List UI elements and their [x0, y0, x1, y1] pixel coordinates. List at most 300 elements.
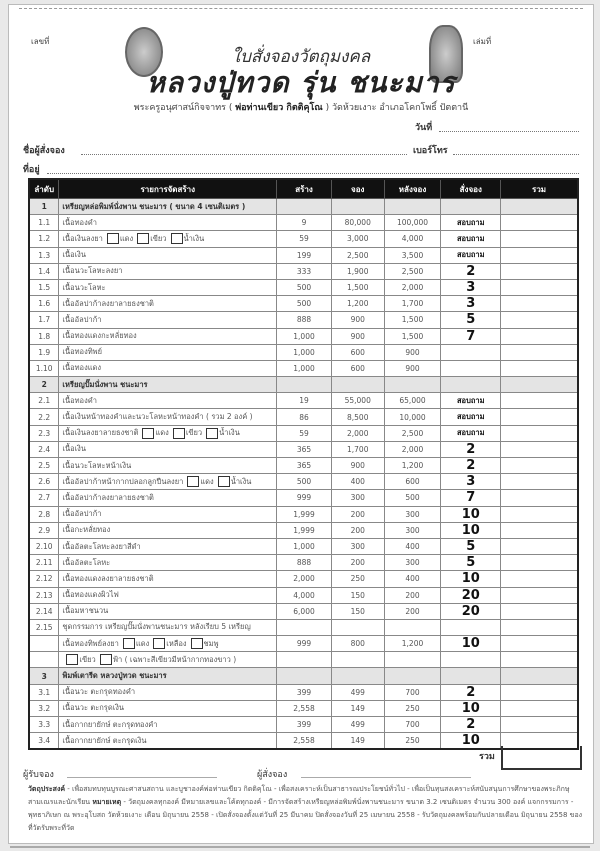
- section-row: [29, 377, 578, 393]
- row-total[interactable]: [501, 684, 578, 700]
- row-total[interactable]: [501, 231, 578, 247]
- table-row: [29, 409, 578, 425]
- made-quantity: 888: [277, 312, 332, 328]
- ordered-quantity[interactable]: [441, 344, 501, 360]
- purpose-label: วัตถุประสงค์: [28, 785, 66, 793]
- pre-order-price: 2,500: [331, 247, 384, 263]
- color-option-label: น้ำเงิน: [219, 428, 240, 438]
- item-name: [59, 668, 277, 684]
- after-booking-price: 10,000: [384, 409, 441, 425]
- ordered-quantity[interactable]: 10: [441, 700, 501, 716]
- ordered-quantity[interactable]: 2: [441, 263, 501, 279]
- item-name: [59, 603, 277, 619]
- column-header: ลำดับ: [29, 179, 59, 199]
- pre-order-price: 600: [331, 344, 384, 360]
- color-option-label: แดง: [119, 233, 134, 243]
- row-number: 2.12: [29, 571, 59, 587]
- color-option-label: น้ำเงิน: [183, 233, 205, 243]
- row-total[interactable]: [501, 619, 578, 635]
- table-row: [29, 263, 578, 279]
- row-total[interactable]: [501, 522, 578, 538]
- color-option-label: แดง: [135, 638, 150, 648]
- row-number: 2.15: [29, 619, 59, 635]
- ordered-quantity[interactable]: [441, 619, 501, 635]
- row-number: 1.1: [29, 215, 59, 231]
- pre-order-price: 1,900: [331, 263, 384, 279]
- made-quantity: 2,558: [277, 700, 332, 716]
- made-quantity: 2,000: [277, 571, 332, 587]
- item-name: [59, 409, 277, 425]
- column-header: หลังจอง: [384, 179, 441, 199]
- item-name-text: เนื้อนวะโลหะ: [62, 282, 106, 292]
- after-booking-price: 700: [384, 684, 441, 700]
- row-number: 1.7: [29, 312, 59, 328]
- item-name: [59, 377, 277, 393]
- table-row: [29, 733, 578, 750]
- made-quantity: 59: [277, 231, 332, 247]
- pre-order-price: 1,200: [331, 296, 384, 312]
- row-total[interactable]: [501, 603, 578, 619]
- after-booking-price: 2,000: [384, 279, 441, 295]
- total-field[interactable]: [501, 746, 582, 770]
- row-total[interactable]: [501, 377, 578, 393]
- ordered-quantity[interactable]: 10: [441, 506, 501, 522]
- after-booking-price: 250: [384, 700, 441, 716]
- ordered-quantity[interactable]: [441, 377, 501, 393]
- item-name-text: เนื้อนวะโลหะหน้าเงิน: [62, 460, 132, 470]
- item-name: [59, 247, 277, 263]
- row-number: 1.5: [29, 279, 59, 295]
- item-name-text: เนื้ออัลปาก้า: [62, 314, 102, 324]
- made-quantity: 500: [277, 296, 332, 312]
- row-total[interactable]: [501, 587, 578, 603]
- receiver-signature-field[interactable]: [67, 767, 217, 778]
- temple-suffix: ) วัดห้วยเงาะ อำเภอโคกโพธิ์ ปัตตานี: [325, 103, 469, 113]
- item-name: [59, 522, 277, 538]
- pre-order-price: 200: [331, 555, 384, 571]
- ordered-quantity[interactable]: [441, 668, 501, 684]
- row-number: 2.9: [29, 522, 59, 538]
- row-number: 2.4: [29, 441, 59, 457]
- table-row: [29, 231, 578, 247]
- color-option-label: เขียว: [150, 233, 167, 243]
- row-total[interactable]: [501, 360, 578, 376]
- pre-order-price: 55,000: [331, 393, 384, 409]
- pre-order-price: 150: [331, 587, 384, 603]
- ordered-quantity[interactable]: สอบถาม: [441, 393, 501, 409]
- made-quantity: 500: [277, 474, 332, 490]
- row-number: 3.1: [29, 684, 59, 700]
- after-booking-price: 200: [384, 587, 441, 603]
- form-title: ใบสั่งจองวัตถุมงคล: [231, 47, 371, 67]
- item-name: [59, 312, 277, 328]
- row-number: 1.2: [29, 231, 59, 247]
- item-name-text: เนื้อนวะ ตะกรุดทองคำ: [62, 687, 136, 697]
- color-option-label: เขียว: [79, 654, 96, 664]
- row-total[interactable]: [501, 668, 578, 684]
- pre-order-price: 150: [331, 603, 384, 619]
- table-row: [29, 393, 578, 409]
- made-quantity: 1,000: [277, 328, 332, 344]
- ordered-quantity[interactable]: 2: [441, 458, 501, 474]
- color-option-checkbox[interactable]: [100, 654, 112, 665]
- after-booking-price: 600: [384, 474, 441, 490]
- total-label: รวม: [479, 752, 495, 762]
- color-option-checkbox[interactable]: [142, 428, 154, 439]
- row-total[interactable]: [501, 506, 578, 522]
- row-total[interactable]: [501, 393, 578, 409]
- made-quantity: 86: [277, 409, 332, 425]
- pre-order-price: 499: [331, 684, 384, 700]
- made-quantity: 1,000: [277, 538, 332, 554]
- purpose-text: - เพื่อสมทบทุนบูรณะศาสนสถาน และบูชาองค์พ่อท่านเขียว กิตติคุโณ - เพื่อสงเคราะห์เป็นสาธารณประโยชน์ทั่วไป - เพื่อเป็นทุนสงเคราะห์สนับสนุนการศึกษาของพระภิกษุสามเณรและนักเรียน: [28, 785, 570, 806]
- table-row: [29, 490, 578, 506]
- row-total[interactable]: [501, 636, 578, 652]
- item-name-text: เนื้อกากยายักษ์ ตะกรุดทองคำ: [62, 719, 158, 729]
- item-name: [59, 700, 277, 716]
- item-name-text: เนื้อทองทิพย์: [62, 347, 103, 357]
- row-number: 1.6: [29, 296, 59, 312]
- item-name-text: เนื้อกากยายักษ์ ตะกรุดเงิน: [62, 735, 147, 745]
- ordered-quantity[interactable]: สอบถาม: [441, 425, 501, 441]
- item-name: [59, 571, 277, 587]
- item-name-text: เนื้อทองแดงลงยาลายธงชาติ: [62, 573, 154, 583]
- table-row: [29, 652, 578, 668]
- item-name: [59, 652, 277, 668]
- table-row: [29, 506, 578, 522]
- ordered-quantity[interactable]: [441, 199, 501, 215]
- made-quantity: 1,999: [277, 522, 332, 538]
- row-total[interactable]: [501, 458, 578, 474]
- item-name-text: เนื้อทองทิพย์ลงยา: [62, 638, 119, 648]
- after-booking-price: 1,200: [384, 458, 441, 474]
- row-number: 2.6: [29, 474, 59, 490]
- color-option-checkbox[interactable]: [123, 638, 135, 649]
- table-row: [29, 425, 578, 441]
- row-number: 2.11: [29, 555, 59, 571]
- row-total[interactable]: [501, 441, 578, 457]
- after-booking-price: 2,000: [384, 441, 441, 457]
- remark-label: หมายเหตุ: [92, 798, 122, 806]
- after-booking-price: [384, 668, 441, 684]
- row-total[interactable]: [501, 199, 578, 215]
- made-quantity: 365: [277, 458, 332, 474]
- pre-order-price: 149: [331, 700, 384, 716]
- row-total[interactable]: [501, 344, 578, 360]
- ordered-quantity[interactable]: 5: [441, 555, 501, 571]
- item-name: [59, 717, 277, 733]
- item-name: [59, 458, 277, 474]
- row-number: 2.10: [29, 538, 59, 554]
- made-quantity: 999: [277, 490, 332, 506]
- item-name: [59, 587, 277, 603]
- page-edge: [10, 846, 590, 848]
- item-name-text: เนื้อเงินหน้าทองคำและนวะโลหะหน้าทองคำ ( รวม 2 องค์ ): [62, 412, 253, 422]
- ordered-quantity[interactable]: สอบถาม: [441, 409, 501, 425]
- item-name: [59, 555, 277, 571]
- after-booking-price: 4,000: [384, 231, 441, 247]
- after-booking-price: 250: [384, 733, 441, 750]
- row-number: 2.13: [29, 587, 59, 603]
- table-row: [29, 247, 578, 263]
- table-row: [29, 312, 578, 328]
- row-number: [29, 652, 59, 668]
- row-total[interactable]: [501, 247, 578, 263]
- ordered-quantity[interactable]: 7: [441, 328, 501, 344]
- row-total[interactable]: [501, 409, 578, 425]
- table-row: [29, 328, 578, 344]
- table-row: [29, 700, 578, 716]
- item-name-text: เนื้อเงินลงยาลายธงชาติ: [62, 428, 139, 438]
- item-name: [59, 344, 277, 360]
- made-quantity: 1,000: [277, 344, 332, 360]
- temple-monk: พ่อท่านเขียว กิตติคุโณ: [235, 103, 323, 113]
- item-name: [59, 296, 277, 312]
- pre-order-price: 200: [331, 522, 384, 538]
- temple-info: [9, 100, 593, 114]
- ordered-quantity[interactable]: 2: [441, 717, 501, 733]
- color-option-checkbox[interactable]: [107, 233, 119, 244]
- ordered-quantity[interactable]: 5: [441, 312, 501, 328]
- item-name: [59, 538, 277, 554]
- pre-order-price: 80,000: [331, 215, 384, 231]
- name-field[interactable]: [81, 144, 407, 155]
- row-total[interactable]: [501, 312, 578, 328]
- made-quantity: 365: [277, 441, 332, 457]
- ordered-quantity[interactable]: 5: [441, 538, 501, 554]
- after-booking-price: 1,500: [384, 312, 441, 328]
- ordered-quantity[interactable]: [441, 652, 501, 668]
- ordered-quantity[interactable]: สอบถาม: [441, 247, 501, 263]
- table-row: [29, 344, 578, 360]
- after-booking-price: 200: [384, 603, 441, 619]
- item-name-text: เนื้อกะหลั่ยทอง: [62, 525, 111, 535]
- pre-order-price: [331, 619, 384, 635]
- column-header: รายการจัดสร้าง: [59, 179, 277, 199]
- after-booking-price: 1,200: [384, 636, 441, 652]
- after-booking-price: 900: [384, 360, 441, 376]
- row-total[interactable]: [501, 279, 578, 295]
- item-name-text: เนื้ออัลตะโลหะลงยาสีดำ: [62, 541, 141, 551]
- order-form: [8, 4, 594, 844]
- after-booking-price: 300: [384, 506, 441, 522]
- row-total[interactable]: [501, 717, 578, 733]
- column-header: สั่งจอง: [441, 179, 501, 199]
- row-total[interactable]: [501, 263, 578, 279]
- receiver-label: ผู้รับจอง: [23, 770, 54, 780]
- ordered-quantity[interactable]: 20: [441, 587, 501, 603]
- ordered-quantity[interactable]: 2: [441, 684, 501, 700]
- item-name-text: เนื้ออัลตะโลหะ: [62, 557, 111, 567]
- item-name-text: เนื้ออัลปาก้าลงยาลายธงชาติ: [62, 492, 154, 502]
- phone-label: เบอร์โทร: [413, 146, 448, 156]
- item-name-text: เนื้อทองคำ: [62, 395, 97, 405]
- pre-order-price: 2,000: [331, 425, 384, 441]
- item-name: [59, 619, 277, 635]
- address-field[interactable]: [47, 163, 579, 174]
- row-total[interactable]: [501, 571, 578, 587]
- ordered-quantity[interactable]: 10: [441, 522, 501, 538]
- color-option-checkbox[interactable]: [137, 233, 149, 244]
- item-name: [59, 393, 277, 409]
- color-option-checkbox[interactable]: [171, 233, 183, 244]
- row-number: 2.3: [29, 425, 59, 441]
- table-row: [29, 215, 578, 231]
- item-name: [59, 263, 277, 279]
- section-row: [29, 199, 578, 215]
- pre-order-price: 900: [331, 312, 384, 328]
- item-name-text: เนื้อนวะ ตะกรุดเงิน: [62, 703, 125, 713]
- pre-order-price: 800: [331, 636, 384, 652]
- ordered-quantity[interactable]: 3: [441, 296, 501, 312]
- row-total[interactable]: [501, 700, 578, 716]
- temple-prefix: พระครูอนุศาสน์กิจจาทร (: [133, 103, 233, 113]
- item-name-text: เนื้ออัลปาก้า: [62, 509, 102, 519]
- column-header: จอง: [331, 179, 384, 199]
- row-total[interactable]: [501, 296, 578, 312]
- orderer-signature-field[interactable]: [301, 767, 471, 778]
- row-number: 2.1: [29, 393, 59, 409]
- table-row: [29, 636, 578, 652]
- item-name: [59, 474, 277, 490]
- row-total[interactable]: [501, 215, 578, 231]
- made-quantity: [277, 668, 332, 684]
- row-total[interactable]: [501, 474, 578, 490]
- after-booking-price: [384, 619, 441, 635]
- color-option-checkbox[interactable]: [153, 638, 165, 649]
- made-quantity: 59: [277, 425, 332, 441]
- phone-field[interactable]: [453, 144, 579, 155]
- color-option-checkbox[interactable]: [66, 654, 78, 665]
- item-name-text: เนื้ออัลปาก้าลงยาลายธงชาติ: [62, 298, 154, 308]
- ordered-quantity[interactable]: 2: [441, 441, 501, 457]
- ordered-quantity[interactable]: [441, 360, 501, 376]
- item-name-text: เนื้อเงิน: [62, 250, 86, 260]
- row-total[interactable]: [501, 425, 578, 441]
- color-option-label: ฟ้า ( เฉพาะสีเขียวมีหน้ากากทองขาว ): [112, 654, 237, 664]
- item-name: [59, 328, 277, 344]
- after-booking-price: 1,700: [384, 296, 441, 312]
- row-total[interactable]: [501, 538, 578, 554]
- item-name-text: เนื้อทองคำ: [62, 217, 97, 227]
- table-row: [29, 684, 578, 700]
- made-quantity: [277, 377, 332, 393]
- item-name: [59, 441, 277, 457]
- ordered-quantity[interactable]: 20: [441, 603, 501, 619]
- table-row: [29, 717, 578, 733]
- ordered-quantity[interactable]: 3: [441, 279, 501, 295]
- table-row: [29, 538, 578, 554]
- color-option-checkbox[interactable]: [173, 428, 185, 439]
- date-field[interactable]: [439, 121, 579, 132]
- pre-order-price: [331, 668, 384, 684]
- ordered-quantity[interactable]: 10: [441, 636, 501, 652]
- pre-order-price: 1,700: [331, 441, 384, 457]
- row-number: 1.8: [29, 328, 59, 344]
- color-option-label: แดง: [155, 428, 169, 438]
- color-option-checkbox[interactable]: [206, 428, 218, 439]
- color-option-label: เหลือง: [166, 638, 187, 648]
- color-option-label: น้ำเงิน: [230, 476, 252, 486]
- row-number: 2.2: [29, 409, 59, 425]
- section-row: [29, 668, 578, 684]
- item-name-text: เนื้ออัลปาก้าหน้ากากปลอกลูกปืนลงยา: [62, 476, 184, 486]
- pre-order-price: [331, 377, 384, 393]
- row-total[interactable]: [501, 490, 578, 506]
- pre-order-price: 1,500: [331, 279, 384, 295]
- row-number: [29, 636, 59, 652]
- row-number: 3.2: [29, 700, 59, 716]
- pre-order-price: 499: [331, 717, 384, 733]
- item-name: [59, 279, 277, 295]
- ordered-quantity[interactable]: 10: [441, 571, 501, 587]
- made-quantity: 333: [277, 263, 332, 279]
- pre-order-price: 3,000: [331, 231, 384, 247]
- color-option-label: เขียว: [185, 428, 203, 438]
- order-table: [28, 178, 579, 750]
- after-booking-price: [384, 652, 441, 668]
- ordered-quantity[interactable]: สอบถาม: [441, 231, 501, 247]
- pre-order-price: 900: [331, 458, 384, 474]
- after-booking-price: [384, 377, 441, 393]
- color-option-checkbox[interactable]: [218, 476, 230, 487]
- row-number: 3.4: [29, 733, 59, 750]
- made-quantity: [277, 199, 332, 215]
- color-option-checkbox[interactable]: [191, 638, 203, 649]
- row-total[interactable]: [501, 328, 578, 344]
- row-number: 1.3: [29, 247, 59, 263]
- table-row: [29, 619, 578, 635]
- item-name: [59, 506, 277, 522]
- ordered-quantity[interactable]: 10: [441, 733, 501, 750]
- after-booking-price: 500: [384, 490, 441, 506]
- table-row: [29, 296, 578, 312]
- pre-order-price: 600: [331, 360, 384, 376]
- row-number: 2: [29, 377, 59, 393]
- row-number: 1.4: [29, 263, 59, 279]
- made-quantity: 399: [277, 684, 332, 700]
- pre-order-price: 250: [331, 571, 384, 587]
- item-name-text: เนื้อมหาชนวน: [62, 606, 109, 616]
- table-row: [29, 603, 578, 619]
- column-header: สร้าง: [277, 179, 332, 199]
- item-name: [59, 231, 277, 247]
- made-quantity: 399: [277, 717, 332, 733]
- book-label: เล่มที่: [473, 37, 492, 46]
- column-header: รวม: [501, 179, 578, 199]
- ordered-quantity[interactable]: 7: [441, 490, 501, 506]
- pre-order-price: 400: [331, 474, 384, 490]
- ordered-quantity[interactable]: 3: [441, 474, 501, 490]
- made-quantity: 6,000: [277, 603, 332, 619]
- made-quantity: 19: [277, 393, 332, 409]
- row-number: 2.7: [29, 490, 59, 506]
- color-option-checkbox[interactable]: [187, 476, 199, 487]
- pre-order-price: [331, 652, 384, 668]
- orderer-label: ผู้สั่งจอง: [257, 770, 288, 780]
- row-number: 2.5: [29, 458, 59, 474]
- pre-order-price: 149: [331, 733, 384, 750]
- item-name: [59, 215, 277, 231]
- table-row: [29, 279, 578, 295]
- made-quantity: 500: [277, 279, 332, 295]
- row-total[interactable]: [501, 555, 578, 571]
- row-number: 2.14: [29, 603, 59, 619]
- table-row: [29, 522, 578, 538]
- row-total[interactable]: [501, 652, 578, 668]
- ordered-quantity[interactable]: สอบถาม: [441, 215, 501, 231]
- item-name: [59, 425, 277, 441]
